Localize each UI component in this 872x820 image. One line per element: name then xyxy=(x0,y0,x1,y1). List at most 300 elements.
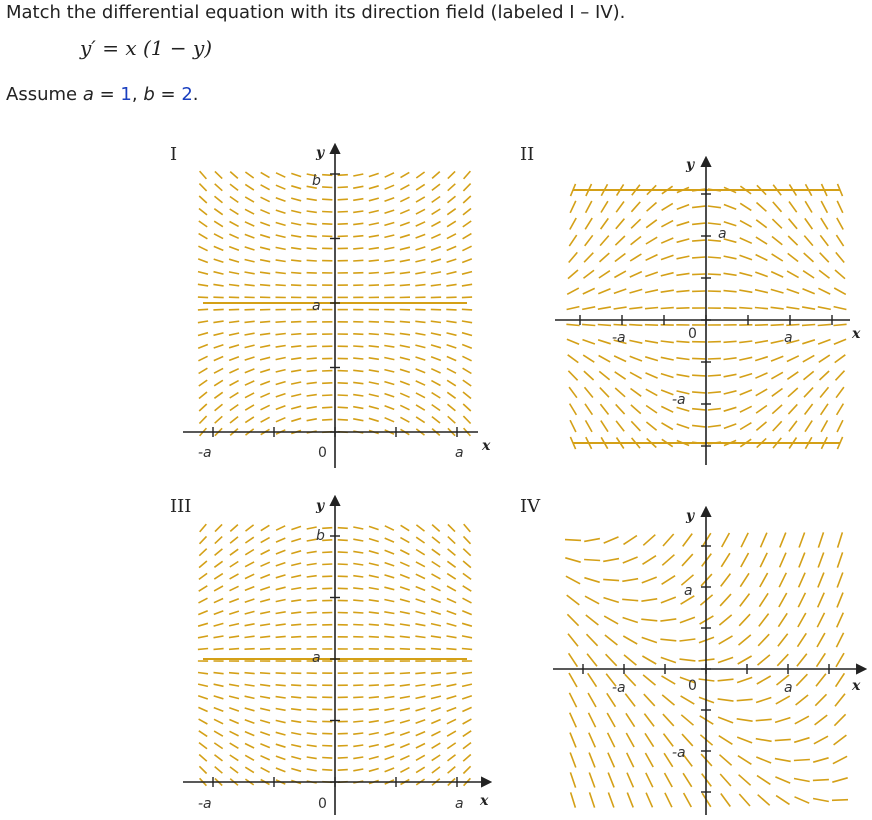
slope-segment xyxy=(772,237,782,245)
slope-segment xyxy=(718,679,734,681)
slope-segment xyxy=(369,721,379,723)
slope-segment xyxy=(789,202,797,213)
panel-label: II xyxy=(520,144,535,165)
slope-segment xyxy=(198,345,208,349)
slope-segment xyxy=(214,357,223,361)
slope-segment xyxy=(773,202,782,212)
slope-segment xyxy=(338,187,348,188)
slope-segment xyxy=(353,236,363,237)
slope-segment xyxy=(788,404,797,414)
slope-segment xyxy=(260,321,270,322)
slope-segment xyxy=(625,694,635,707)
slope-segment xyxy=(385,756,395,759)
slope-segment xyxy=(338,528,348,529)
slope-segment xyxy=(276,768,286,772)
slope-segment xyxy=(416,587,425,591)
slope-segment xyxy=(369,370,379,372)
slope-segment xyxy=(260,247,270,250)
slope-segment xyxy=(416,744,425,749)
slope-segment xyxy=(585,596,599,604)
slope-segment xyxy=(245,636,255,637)
slope-segment xyxy=(821,420,827,432)
slope-segment xyxy=(708,409,721,410)
slope-segment xyxy=(260,599,270,602)
slope-segment xyxy=(447,209,455,215)
slope-segment xyxy=(291,757,301,760)
slope-segment xyxy=(757,776,770,785)
slope-segment xyxy=(416,357,426,360)
slope-segment xyxy=(276,173,285,177)
slope-segment xyxy=(229,696,239,699)
slope-segment xyxy=(821,201,827,213)
slope-segment xyxy=(463,731,471,737)
slope-segment xyxy=(432,562,441,568)
slope-segment xyxy=(353,612,363,613)
slope-segment xyxy=(676,358,689,360)
slope-segment xyxy=(415,345,425,348)
slope-segment xyxy=(400,550,409,555)
slope-segment xyxy=(818,532,823,547)
slope-segment xyxy=(245,574,254,578)
slope-segment xyxy=(719,636,733,644)
slope-segment xyxy=(447,599,456,603)
panel-label: I xyxy=(170,144,178,165)
slope-segment xyxy=(641,599,657,601)
slope-segment xyxy=(307,199,317,201)
slope-segment xyxy=(836,235,843,246)
slope-segment xyxy=(353,769,363,771)
slope-segment xyxy=(776,696,790,704)
slope-segment xyxy=(400,612,410,614)
slope-segment xyxy=(307,600,317,601)
slope-segment xyxy=(384,709,394,711)
slope-segment xyxy=(772,254,783,261)
slope-segment xyxy=(719,736,733,745)
slope-segment xyxy=(230,755,239,761)
slope-segment xyxy=(665,773,673,787)
slope-segment xyxy=(601,421,608,432)
slope-segment xyxy=(199,392,207,399)
slope-segment xyxy=(400,587,410,590)
slope-segment xyxy=(198,696,208,699)
slope-segment xyxy=(447,246,457,250)
slope-segment xyxy=(198,636,208,638)
slope-segment xyxy=(836,633,843,647)
slope-segment xyxy=(802,307,815,309)
slope-segment xyxy=(384,260,394,262)
slope-segment xyxy=(462,246,471,251)
slope-segment xyxy=(755,272,767,277)
slope-segment xyxy=(276,272,286,273)
slope-segment xyxy=(834,288,846,294)
panel-label: III xyxy=(170,496,192,517)
slope-segment xyxy=(276,697,286,698)
slope-segment xyxy=(199,755,207,762)
slope-segment xyxy=(463,196,471,203)
slope-segment xyxy=(568,270,578,279)
slope-segment xyxy=(661,657,676,662)
slope-segment xyxy=(369,346,379,347)
slope-segment xyxy=(623,636,637,644)
slope-segment xyxy=(677,205,689,210)
slope-segment xyxy=(771,272,783,278)
slope-segment xyxy=(447,272,457,274)
slope-segment xyxy=(608,793,614,808)
slope-segment xyxy=(584,270,595,278)
slope-segment xyxy=(276,526,285,530)
slope-segment xyxy=(338,552,348,553)
slope-segment xyxy=(787,271,799,278)
slope-segment xyxy=(214,345,224,348)
slope-segment xyxy=(198,707,207,711)
slope-segment xyxy=(834,307,847,310)
slope-segment xyxy=(447,623,457,626)
slope-segment xyxy=(307,721,317,722)
slope-segment xyxy=(692,223,705,224)
slope-segment xyxy=(400,285,410,286)
slope-segment xyxy=(369,757,379,760)
slope-segment xyxy=(624,536,637,545)
slope-segment xyxy=(353,625,363,626)
slope-segment xyxy=(804,388,813,398)
slope-segment xyxy=(245,345,255,348)
slope-segment xyxy=(607,713,615,727)
slope-segment xyxy=(276,334,286,335)
tick-neg-a-x: -a xyxy=(198,796,212,812)
slope-segment xyxy=(369,394,379,396)
slope-segment xyxy=(816,674,826,687)
slope-segment xyxy=(276,720,286,722)
slope-segment xyxy=(369,697,379,698)
slope-segment xyxy=(198,321,208,323)
slope-segment xyxy=(261,405,270,410)
slope-segment xyxy=(740,255,753,259)
slope-segment xyxy=(432,209,441,214)
tick-neg-a-y: -a xyxy=(672,745,686,761)
slope-segment xyxy=(431,272,441,274)
slope-segment xyxy=(384,285,394,286)
slope-segment xyxy=(230,209,239,214)
slope-segment xyxy=(820,387,828,397)
slope-segment xyxy=(213,321,223,323)
slope-segment xyxy=(447,708,457,712)
slope-segment xyxy=(755,373,767,378)
slope-segment xyxy=(307,551,317,553)
slope-segment xyxy=(276,744,286,747)
slope-segment xyxy=(229,247,239,251)
slope-segment xyxy=(818,340,830,345)
slope-segment xyxy=(291,769,301,772)
slope-segment xyxy=(583,288,595,294)
slope-segment xyxy=(291,382,301,384)
slope-segment xyxy=(598,289,610,294)
slope-segment xyxy=(447,234,456,239)
slope-segment xyxy=(740,594,750,607)
slope-segment xyxy=(662,576,676,585)
slope-segment xyxy=(322,187,332,188)
slope-segment xyxy=(385,198,395,202)
slope-segment xyxy=(384,587,394,590)
slope-segment xyxy=(276,673,286,674)
slope-segment xyxy=(307,248,317,249)
slope-segment xyxy=(276,550,286,554)
slope-segment xyxy=(570,420,576,432)
slope-segment xyxy=(353,745,363,746)
slope-segment xyxy=(646,255,658,261)
slope-segment xyxy=(838,532,843,547)
slope-segment xyxy=(276,185,286,189)
slope-segment xyxy=(385,185,395,189)
slope-segment xyxy=(462,284,472,286)
slope-segment xyxy=(818,324,831,325)
slope-segment xyxy=(643,535,655,546)
slope-segment xyxy=(598,307,611,309)
slope-segment xyxy=(692,257,705,258)
slope-segment xyxy=(322,758,332,759)
slope-segment xyxy=(665,793,672,807)
slope-segment xyxy=(307,223,317,224)
slope-segment xyxy=(836,371,845,381)
slope-segment xyxy=(214,743,222,749)
slope-segment xyxy=(260,235,270,238)
slope-segment xyxy=(215,404,223,411)
slope-segment xyxy=(213,309,223,310)
slope-segment xyxy=(661,341,674,343)
slope-segment xyxy=(199,234,208,239)
slope-segment xyxy=(307,419,317,421)
slope-segment xyxy=(307,588,317,589)
slope-segment xyxy=(416,405,425,410)
slope-segment xyxy=(200,536,207,543)
slope-segment xyxy=(447,333,457,335)
slope-segment xyxy=(230,731,239,736)
slope-segment xyxy=(353,551,363,553)
slope-segment xyxy=(631,219,641,228)
slope-segment xyxy=(260,587,270,590)
slope-segment xyxy=(599,356,611,362)
slope-segment xyxy=(608,733,615,747)
slope-segment xyxy=(756,255,768,261)
slope-segment xyxy=(837,201,843,213)
slope-segment xyxy=(260,381,270,385)
slope-segment xyxy=(794,760,810,761)
slope-segment xyxy=(291,526,301,529)
slope-segment xyxy=(276,235,286,237)
slope-segment xyxy=(448,549,456,556)
slope-segment xyxy=(276,685,286,686)
slope-segment xyxy=(448,404,456,411)
slope-segment xyxy=(821,218,828,229)
slope-segment xyxy=(214,368,223,373)
slope-segment xyxy=(585,218,592,229)
slope-segment xyxy=(718,657,733,662)
slope-segment xyxy=(462,623,472,626)
slope-segment xyxy=(400,272,410,273)
y-axis-label: y xyxy=(686,157,695,173)
slope-segment xyxy=(759,614,769,627)
slope-segment xyxy=(385,418,395,422)
slope-segment xyxy=(230,222,239,227)
slope-segment xyxy=(229,624,239,626)
slope-segment xyxy=(756,389,768,396)
slope-segment xyxy=(229,599,239,603)
slope-segment xyxy=(291,358,301,360)
slope-segment xyxy=(307,334,317,335)
panel-label: IV xyxy=(520,496,541,517)
slope-segment xyxy=(789,219,798,229)
slope-segment xyxy=(214,673,224,674)
slope-segment xyxy=(708,425,721,427)
slope-segment xyxy=(756,698,771,703)
slope-segment xyxy=(369,223,379,225)
slope-segment xyxy=(214,209,222,215)
slope-segment xyxy=(260,260,270,262)
slope-segment xyxy=(369,733,379,735)
slope-segment xyxy=(463,598,472,603)
slope-segment xyxy=(307,358,317,359)
slope-segment xyxy=(813,799,829,802)
slope-segment xyxy=(799,553,805,568)
slope-segment xyxy=(661,255,674,259)
slope-segment xyxy=(369,612,379,613)
slope-segment xyxy=(645,272,658,276)
slope-segment xyxy=(385,526,394,530)
slope-segment xyxy=(567,614,578,625)
slope-segment xyxy=(353,564,363,566)
slope-segment xyxy=(756,422,766,431)
slope-segment xyxy=(462,356,471,361)
slope-segment xyxy=(758,655,770,665)
slope-segment xyxy=(585,404,592,415)
slope-segment xyxy=(416,562,425,567)
slope-segment xyxy=(353,419,363,421)
tick-a-x: a xyxy=(455,796,464,812)
slope-segment xyxy=(384,334,394,335)
slope-segment xyxy=(737,719,753,721)
slope-segment xyxy=(261,756,270,760)
slope-segment xyxy=(385,732,395,735)
slope-segment xyxy=(338,212,348,213)
slope-segment xyxy=(307,745,317,746)
slope-segment xyxy=(291,322,301,323)
slope-segment xyxy=(400,768,409,773)
slope-segment xyxy=(798,613,806,627)
slope-segment xyxy=(804,371,814,379)
slope-segment xyxy=(630,254,641,261)
slope-segment xyxy=(400,345,410,347)
slope-segment xyxy=(230,172,238,179)
slope-segment xyxy=(245,333,255,335)
slope-segment xyxy=(598,340,611,344)
slope-segment xyxy=(384,346,394,348)
slope-segment xyxy=(369,575,379,577)
slope-segment xyxy=(384,235,394,237)
slope-segment xyxy=(663,714,674,726)
slope-segment xyxy=(462,309,472,310)
slope-segment xyxy=(616,421,624,431)
slope-segment xyxy=(260,720,270,723)
tick-neg-a-x: -a xyxy=(198,445,212,461)
slope-segment xyxy=(755,357,768,361)
tick-b-y: b xyxy=(312,173,321,189)
slope-segment xyxy=(608,773,614,788)
slope-segment xyxy=(447,719,456,724)
slope-segment xyxy=(229,333,239,335)
slope-segment xyxy=(606,654,617,666)
slope-segment xyxy=(739,357,752,360)
slope-segment xyxy=(215,184,223,191)
slope-segment xyxy=(415,272,425,274)
slope-segment xyxy=(384,685,394,686)
slope-segment xyxy=(780,553,786,568)
slope-segment xyxy=(199,368,208,373)
y-axis-label: y xyxy=(316,145,325,161)
slope-segment xyxy=(446,309,456,310)
slope-segment xyxy=(385,406,395,410)
slope-segment xyxy=(291,211,301,213)
slope-segment xyxy=(245,234,255,238)
slope-segment xyxy=(446,649,456,650)
slope-segment xyxy=(463,221,471,227)
slope-segment xyxy=(756,757,771,763)
slope-segment xyxy=(820,235,828,246)
comma: , xyxy=(131,84,138,105)
slope-segment xyxy=(447,259,457,262)
slope-segment xyxy=(199,731,207,737)
slope-segment xyxy=(661,221,673,227)
slope-segment xyxy=(677,239,690,242)
slope-segment xyxy=(291,260,301,261)
slope-segment xyxy=(230,393,239,398)
slope-segment xyxy=(739,614,750,626)
slope-segment xyxy=(214,731,223,736)
slope-segment xyxy=(622,579,638,582)
slope-segment xyxy=(230,525,238,532)
slope-segment xyxy=(353,407,363,409)
slope-segment xyxy=(771,340,784,343)
slope-segment xyxy=(291,551,301,554)
slope-segment xyxy=(245,222,254,226)
slope-segment xyxy=(369,406,379,409)
slope-segment xyxy=(432,184,440,190)
slope-segment xyxy=(245,209,254,214)
slope-segment xyxy=(431,369,440,373)
slope-segment xyxy=(786,307,799,309)
slope-segment xyxy=(229,611,239,614)
slope-segment xyxy=(260,333,270,334)
slope-segment xyxy=(755,308,768,309)
slope-segment xyxy=(260,612,270,614)
slope-segment xyxy=(662,695,674,705)
slope-segment xyxy=(814,736,828,744)
slope-segment xyxy=(338,758,348,759)
slope-segment xyxy=(680,639,696,641)
slope-segment xyxy=(431,234,440,238)
slope-segment xyxy=(322,199,332,200)
slope-segment xyxy=(739,308,752,309)
slope-segment xyxy=(214,719,223,724)
slope-segment xyxy=(400,393,409,397)
slope-segment xyxy=(446,321,456,323)
slope-segment xyxy=(199,404,207,411)
slope-segment xyxy=(589,773,595,788)
slope-segment xyxy=(570,404,577,415)
slope-segment xyxy=(778,634,788,647)
slope-segment xyxy=(353,382,363,383)
slope-segment xyxy=(245,357,255,360)
slope-segment xyxy=(369,551,379,554)
slope-segment xyxy=(276,418,286,422)
